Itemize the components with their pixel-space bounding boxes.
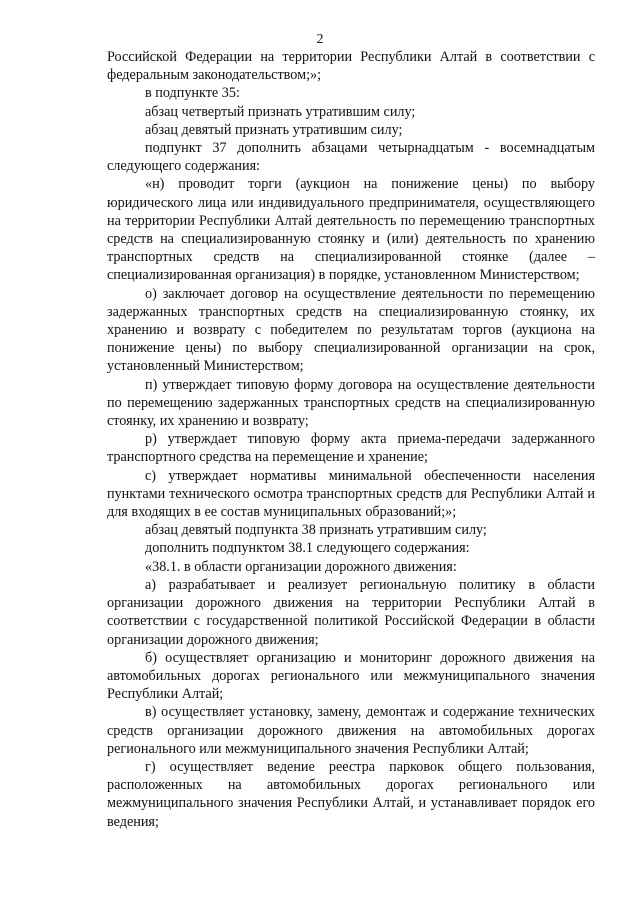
paragraph: абзац девятый признать утратившим силу; [145,121,403,138]
document-body [107,48,595,831]
paragraph: дополнить подпунктом 38.1 следующего содержания: [145,540,470,557]
paragraph: в) осуществляет установку, замену, демонтаж и содержание технических средств организации дорожного движения на автомобильных дорогах регионального или межмуниципального значения Республики Алтай; [107,704,595,757]
paragraph: абзац четвертый признать утратившим силу; [145,103,416,120]
paragraph: а) разрабатывает и реализует региональную политику в области организации дорожного движения на территории Республики Алтай в соответствии с государственной политикой Российской Федерации в области организации дорожного движения; [107,576,595,648]
paragraph: абзац девятый подпункта 38 признать утратившим силу; [145,522,487,539]
paragraph: б) осуществляет организацию и мониторинг дорожного движения на автомобильных дорогах регионального или межмуниципального значения Республики Алтай; [107,649,595,703]
paragraph: «38.1. в области организации дорожного движения: [145,558,457,575]
paragraph: в подпункте 35: [145,85,240,102]
paragraph: подпункт 37 дополнить абзацами четырнадцатым - восемнадцатым следующего содержания: [107,140,595,175]
paragraph: р) утверждает типовую форму акта приема-передачи задержанного транспортного средства на перемещение и хранение; [107,431,595,466]
page-number: 2 [316,32,324,47]
paragraph: г) осуществляет ведение реестра парковок общего пользования, расположенных на автомобильных дорогах регионального или межмуниципального значения Республики Алтай, и устанавливает порядок его ведения; [107,758,595,830]
paragraph: п) утверждает типовую форму договора на осуществление деятельности по перемещению задержанных транспортных средств на специализированную стоянку, их хранению и возврату; [107,376,595,430]
paragraph: Российской Федерации на территории Республики Алтай в соответствии с федеральным законодательством;»; [107,49,595,84]
paragraph: «н) проводит торги (аукцион на понижение цены) по выбору юридического лица или индивидуального предпринимателя, осуществляющего на территории Республики Алтай деятельность по перемещению транспортных средств на специализированную стоянку и (или) деятельность по хранению транспортных средств на специализированной стоянке (далее – специализированная организация) в порядке, установленном Министерством; [107,176,595,284]
paragraph: с) утверждает нормативы минимальной обеспеченности населения пунктами технического осмотра транспортных средств для Республики Алтай и для входящих в ее состав муниципальных образований;»; [107,467,595,521]
paragraph: о) заключает договор на осуществление деятельности по перемещению задержанных транспортных средств на специализированную стоянку, их хранению и возврату с победителем по результатам торгов (аукциона на понижение цены) по выбору специализированной организации на срок, установленный Министерством; [107,285,595,375]
